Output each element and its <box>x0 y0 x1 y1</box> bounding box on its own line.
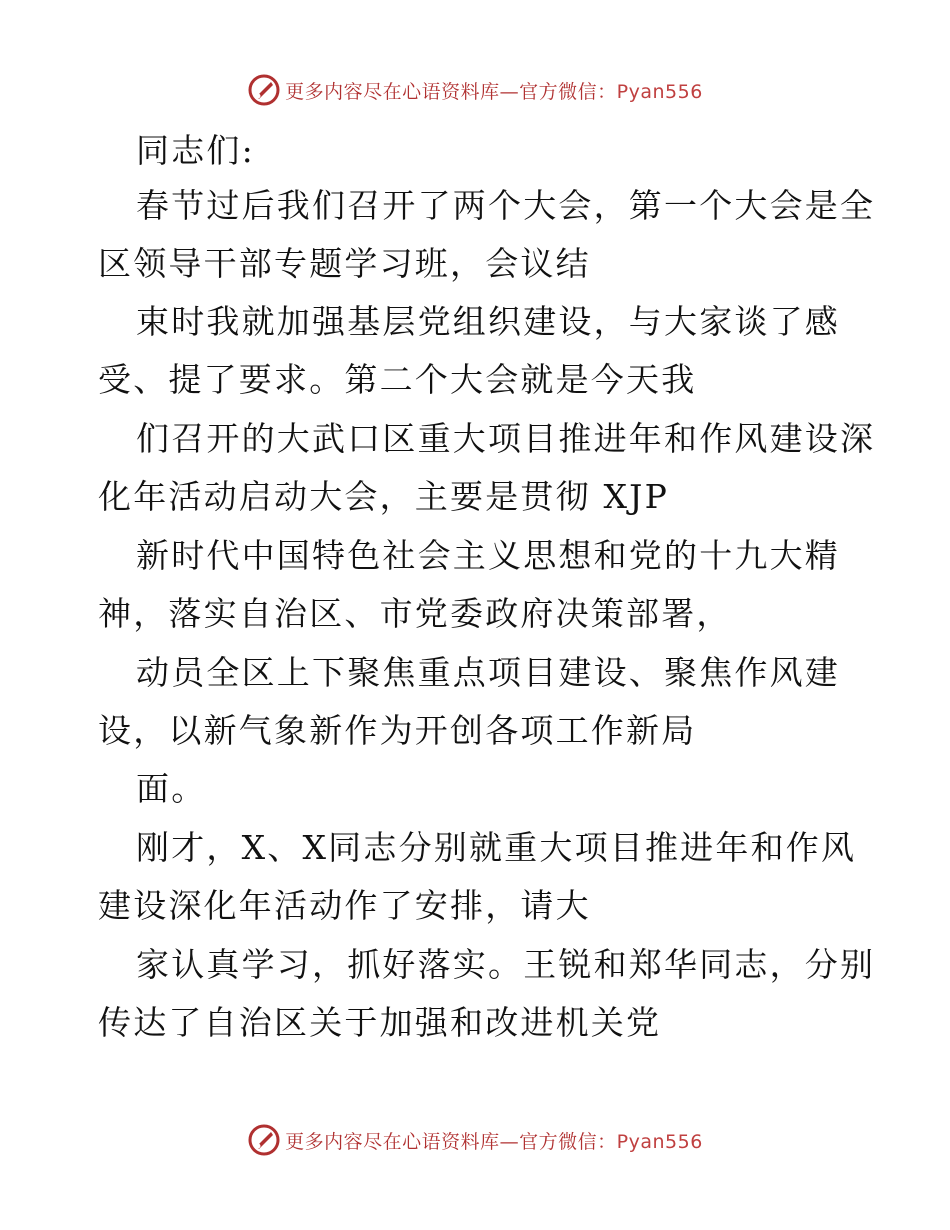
header-watermark <box>0 72 950 108</box>
watermark-text: 更多内容尽在心语资料库—官方微信：Pyan556 <box>285 80 703 103</box>
body-line: 建设深化年活动作了安排，请大 <box>98 886 591 925</box>
body-line: 们召开的大武口区重大项目推进年和作风建设深 <box>136 419 876 458</box>
watermark-text: 更多内容尽在心语资料库—官方微信：Pyan556 <box>285 1130 703 1153</box>
body-line: 刚才，X、X同志分别就重大项目推进年和作风 <box>136 828 857 867</box>
quill-circle-logo-icon <box>247 1123 281 1157</box>
body-line: 新时代中国特色社会主义思想和党的十九大精 <box>136 536 840 575</box>
quill-circle-logo-icon <box>247 73 281 107</box>
body-line: 春节过后我们召开了两个大会，第一个大会是全 <box>136 186 876 225</box>
body-line: 动员全区上下聚焦重点项目建设、聚焦作风建 <box>136 653 840 692</box>
body-line: 同志们: <box>136 131 255 170</box>
body-line: 受、提了要求。第二个大会就是今天我 <box>98 360 697 399</box>
footer-watermark <box>0 1122 950 1158</box>
body-line: 束时我就加强基层党组织建设，与大家谈了感 <box>136 302 840 341</box>
body-line: 区领导干部专题学习班，会议结 <box>98 244 591 283</box>
body-line: 传达了自治区关于加强和改进机关党 <box>98 1003 662 1042</box>
body-line: 设，以新气象新作为开创各项工作新局 <box>98 711 697 750</box>
body-line: 化年活动启动大会，主要是贯彻 XJP <box>98 477 670 516</box>
body-line: 面。 <box>136 769 207 808</box>
body-line: 家认真学习，抓好落实。王锐和郑华同志，分别 <box>136 945 876 984</box>
body-line: 神，落实自治区、市党委政府决策部署， <box>98 594 732 633</box>
